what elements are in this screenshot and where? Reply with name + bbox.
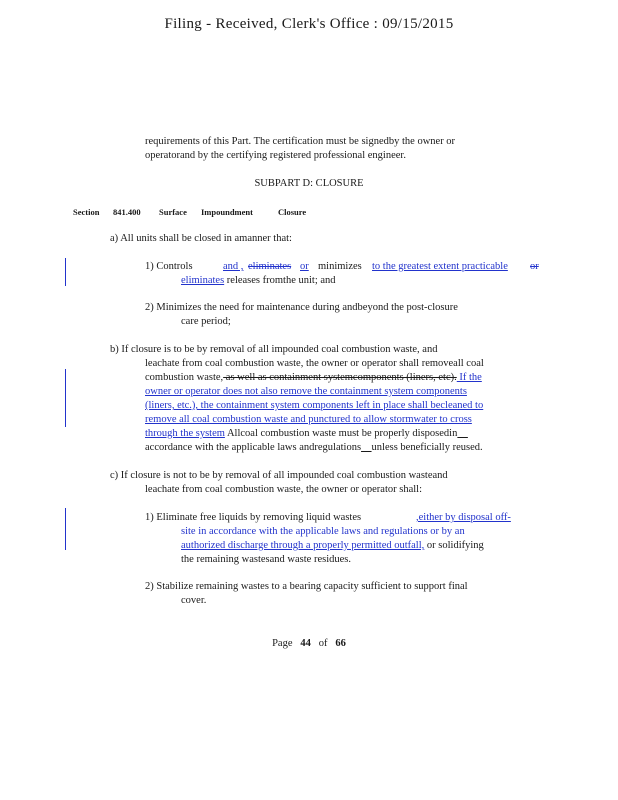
para-b-line-2: leachate from coal combustion waste, the owner or operator shall removeall coal xyxy=(145,358,484,369)
para-b-line-4: owner or operator does not also remove the containment system components xyxy=(145,386,467,397)
change-bar xyxy=(65,369,66,427)
para-b-line-1: b) If closure is to be by removal of all impounded coal combustion waste, and xyxy=(110,344,438,355)
para-b-line-6: remove all coal combustion waste and punctured to allow stormwater to cross xyxy=(145,414,472,425)
change-bar xyxy=(65,258,66,286)
page-number: 44 xyxy=(300,638,311,649)
section-number: 841.400 xyxy=(113,207,141,217)
section-title-word-1: Surface xyxy=(159,207,187,217)
para-c-line-1: c) If closure is not to be by removal of all impounded coal combustion wasteand xyxy=(110,470,448,481)
para-a-intro: a) All units shall be closed in amanner that: xyxy=(110,233,292,244)
para-c1-line-4: the remaining wastesand waste residues. xyxy=(181,554,351,565)
change-bar xyxy=(65,508,66,550)
para-c1-line-3: authorized discharge through a properly permitted outfall, or solidifying xyxy=(181,540,484,551)
para-b-line-7: through the system Allcoal combustion waste must be properly disposedin xyxy=(145,428,458,439)
para-c2-line-1: 2) Stabilize remaining wastes to a bearing capacity sufficient to support final xyxy=(145,581,468,592)
page-footer xyxy=(0,638,618,649)
page-total: 66 xyxy=(335,638,346,649)
para-a2-line-2: care period; xyxy=(181,316,231,327)
para-c1-line-2: site in accordance with the applicable laws and regulations or by an xyxy=(181,526,465,537)
page-label: Page xyxy=(272,638,293,649)
intro-line-2: operatorand by the certifying registered professional engineer. xyxy=(145,150,406,161)
section-title-word-3: Closure xyxy=(278,207,307,217)
para-c2-line-2: cover. xyxy=(181,595,207,606)
filing-header: Filing - Received, Clerk's Office : 09/15/2015 xyxy=(164,16,454,32)
of-label: of xyxy=(318,638,328,649)
intro-line-1: requirements of this Part. The certification must be signedby the owner or xyxy=(145,136,456,147)
para-b-line-3: combustion waste, as well as containment systemcomponents (liners, etc). If the xyxy=(145,372,482,383)
para-a2-line-1: 2) Minimizes the need for maintenance during andbeyond the post-closure xyxy=(145,302,458,313)
para-c-line-2: leachate from coal combustion waste, the owner or operator shall: xyxy=(145,484,422,495)
para-b-line-5: (liners, etc.), the containment system components left in place shall becleaned to xyxy=(145,400,484,411)
section-title-word-2: Impoundment xyxy=(201,207,253,217)
para-b-line-8: accordance with the applicable laws andregulations unless beneficially reused. xyxy=(145,442,483,453)
subpart-heading: SUBPART D: CLOSURE xyxy=(254,178,364,189)
section-label: Section xyxy=(73,207,100,217)
document-page: Filing - Received, Clerk's Office : 09/15/2015 requirements of this Part. The certification must be signedby the owner or operatorand by the certifying registered professional engineer. SUBPART D: CLOSURE Section 841.400 Surface Impoundment Closure a) All units shall be closed in amanner that: 1) Controls and , eliminates or minimizes to the greatest extent practicable or eliminates releases fromthe unit; and 2) Minimizes the need for maintenance during andbeyond the post-closure care period; b) If closure is to be by removal of all impounded coal combustion waste, and leachate from coal combustion waste, the owner or operator shall removeall coal combustion waste, as well as containment systemcomponents (liners, etc). If the owner or operator does not also remove the containment system components (liners, etc.), the containment system components left in place shall becleaned to remove all coal combustion waste and punctured to allow stormwater to cross through the system Allcoal combustion waste must be properly disposedin accordance with the applicable laws andregulations unless beneficially reused. c) If closure is not to be by removal of all impounded coal combustion wasteand leachate from coal combustion waste, the owner or operator shall: 1) Eliminate free liquids by removing liquid wastes ,either by disposal off- site in accordance with the applicable laws and regulations or by an authorized discharge through a properly permitted outfall, or solidifying the remaining wastesand waste residues. 2) Stabilize remaining wastes to a bearing capacity sufficient to support final cover. Page 44 of 66 xyxy=(0,0,618,800)
para-a1-line-2: eliminates releases fromthe unit; and xyxy=(181,275,336,286)
